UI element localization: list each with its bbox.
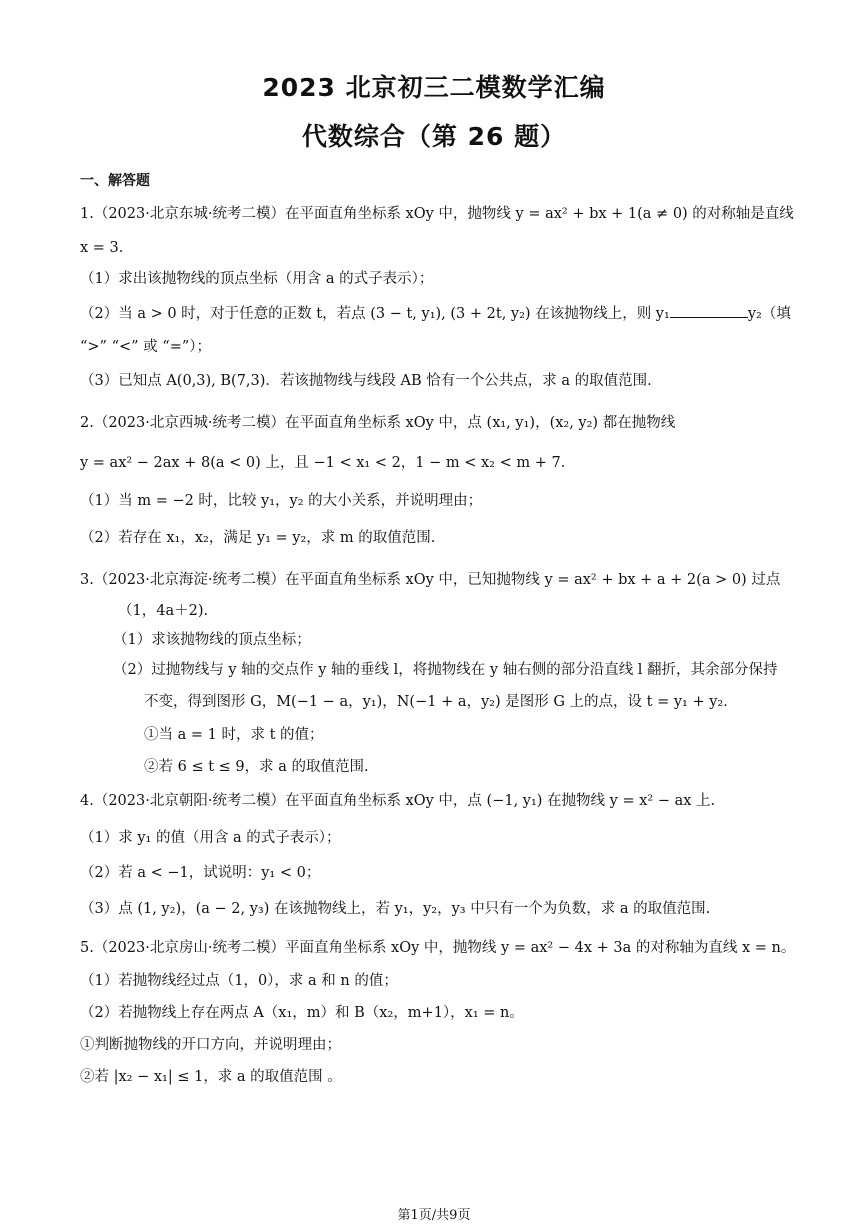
problem-5-part-2: （2）若抛物线上存在两点 A（x₁，m）和 B（x₂，m+1），x₁ = n。: [80, 1005, 524, 1021]
problem-1-part-3: （3）已知点 A(0,3), B(7,3)．若该抛物线与线段 AB 恰有一个公共点，求 a 的取值范围.: [80, 373, 652, 389]
problem-1-part-2-cont: “>” “<” 或 “=”）；: [80, 339, 212, 355]
problem-1-line-1: 1.（2023·北京东城·统考二模）在平面直角坐标系 xOy 中，抛物线 y = ax² + bx + 1(a ≠ 0) 的对称轴是直线: [80, 206, 794, 222]
problem-1-line-2: x = 3．: [80, 240, 134, 256]
problem-3-subpart-1: ①当 a = 1 时，求 t 的值；: [144, 727, 324, 743]
problem-3-part-2-cont: 不变，得到图形 G，M(−1 − a，y₁)，N(−1 + a，y₂) 是图形 G 上的点，设 t = y₁ + y₂．: [144, 694, 738, 710]
page-title: 2023 北京初三二模数学汇编: [262, 73, 606, 102]
problem-1-part-1: （1）求出该抛物线的顶点坐标（用含 a 的式子表示）；: [80, 271, 434, 287]
problem-1-part-2: [80, 303, 791, 325]
problem-3-line-2: （1，4a＋2).: [118, 603, 209, 619]
problem-5-part-1: （1）若抛物线经过点（1，0），求 a 和 n 的值；: [80, 973, 398, 989]
problem-5-subpart-1: ①判断抛物线的开口方向，并说明理由；: [80, 1037, 341, 1053]
problem-3-part-1: （1）求该抛物线的顶点坐标；: [113, 632, 311, 648]
page-footer: 第1页/共9页: [397, 1208, 471, 1223]
answer-blank: [670, 303, 748, 318]
problem-3-line-1: 3.（2023·北京海淀·统考二模）在平面直角坐标系 xOy 中，已知抛物线 y = ax² + bx + a + 2(a > 0) 过点: [80, 572, 781, 588]
problem-1-part-2-tail: y₂（填: [747, 306, 791, 322]
problem-2-part-2: （2）若存在 x₁，x₂，满足 y₁ = y₂，求 m 的取值范围.: [80, 530, 436, 546]
page-subtitle: 代数综合（第 26 题）: [301, 122, 567, 151]
section-heading: 一、解答题: [80, 173, 150, 189]
problem-2-line-2: y = ax² − 2ax + 8(a < 0) 上，且 −1 < x₁ < 2，1 − m < x₂ < m + 7．: [80, 455, 576, 471]
problem-3-part-2: （2）过抛物线与 y 轴的交点作 y 轴的垂线 l，将抛物线在 y 轴右侧的部分沿直线 l 翻折，其余部分保持: [113, 662, 778, 678]
problem-5-line-1: 5.（2023·北京房山·统考二模）平面直角坐标系 xOy 中，抛物线 y = ax² − 4x + 3a 的对称轴为直线 x = n。: [80, 940, 796, 956]
problem-2-line-1: 2.（2023·北京西城·统考二模）在平面直角坐标系 xOy 中，点 (x₁, y₁)，(x₂, y₂) 都在抛物线: [80, 415, 676, 431]
problem-4-part-2: （2）若 a < −1，试说明：y₁ < 0；: [80, 865, 321, 881]
problem-1-part-2-text: （2）当 a > 0 时，对于任意的正数 t，若点 (3 − t, y₁), (3 + 2t, y₂) 在该抛物线上，则 y₁: [80, 306, 670, 322]
problem-2-part-1: （1）当 m = −2 时，比较 y₁，y₂ 的大小关系，并说明理由；: [80, 493, 483, 509]
problem-4-part-3: （3）点 (1, y₂)，(a − 2, y₃) 在该抛物线上，若 y₁，y₂，y₃ 中只有一个为负数，求 a 的取值范围.: [80, 901, 711, 917]
problem-4-line-1: 4.（2023·北京朝阳·统考二模）在平面直角坐标系 xOy 中，点 (−1, y₁) 在抛物线 y = x² − ax 上.: [80, 793, 716, 809]
problem-3-subpart-2: ②若 6 ≤ t ≤ 9，求 a 的取值范围.: [144, 759, 369, 775]
problem-5-subpart-2: ②若 |x₂ − x₁| ≤ 1，求 a 的取值范围 。: [80, 1069, 342, 1085]
problem-4-part-1: （1）求 y₁ 的值（用含 a 的式子表示）；: [80, 830, 341, 846]
